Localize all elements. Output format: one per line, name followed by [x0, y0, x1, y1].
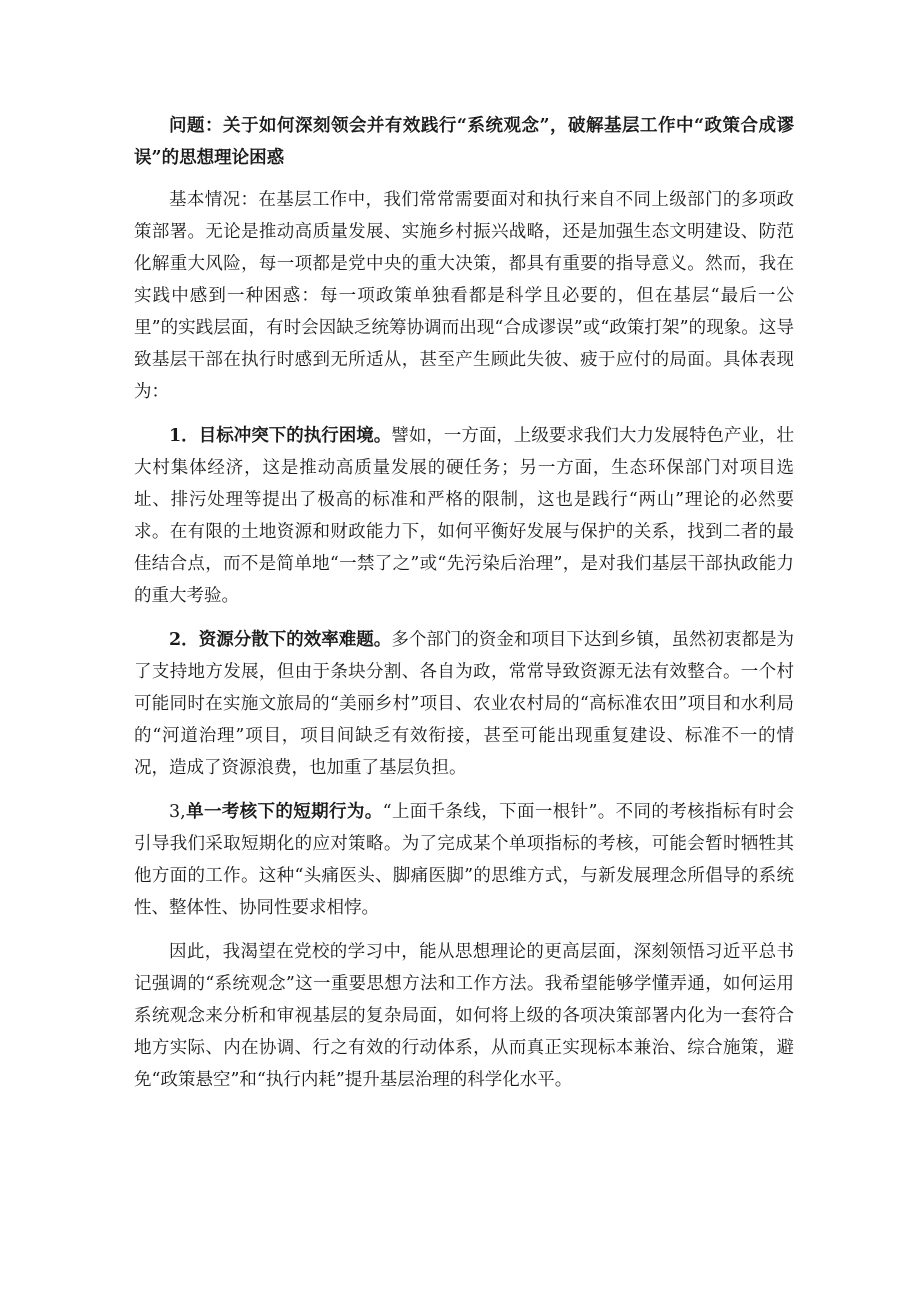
document-body	[134, 110, 794, 1108]
item-2-number: 2．	[169, 630, 199, 650]
document-title: 问题：关于如何深刻领会并有效践行“系统观念”，破解基层工作中“政策合成谬误”的思想理论困惑	[134, 116, 794, 168]
item-3-number: 3,	[169, 802, 186, 822]
item-2-paragraph	[134, 624, 794, 784]
item-3-paragraph	[134, 796, 794, 924]
item-2-body: 多个部门的资金和项目下达到乡镇，虽然初衷都是为了支持地方发展，但由于条块分割、各自为政，常常导致资源无法有效整合。一个村可能同时在实施文旅局的“美丽乡村”项目、农业农村局的“高标准农田”项目和水利局的“河道治理”项目，项目间缺乏有效衔接，甚至可能出现重复建设、标准不一的情况，造成了资源浪费，也加重了基层负担。	[134, 630, 795, 778]
item-1-number: 1．	[169, 426, 199, 446]
item-1-body: 譬如，一方面，上级要求我们大力发展特色产业，壮大村集体经济，这是推动高质量发展的硬任务；另一方面，生态环保部门对项目选址、排污处理等提出了极高的标准和严格的限制，这也是践行“两山”理论的必然要求。在有限的土地资源和财政能力下，如何平衡好发展与保护的关系，找到二者的最佳结合点，而不是简单地“一禁了之”或“先污染后治理”，是对我们基层干部执政能力的重大考验。	[134, 426, 795, 606]
conclusion-paragraph: 因此，我渴望在党校的学习中，能从思想理论的更高层面，深刻领悟习近平总书记强调的“系统观念”这一重要思想方法和工作方法。我希望能够学懂弄通，如何运用系统观念来分析和审视基层的复杂局面，如何将上级的各项决策部署内化为一套符合地方实际、内在协调、行之有效的行动体系，从而真正实现标本兼治、综合施策，避免“政策悬空”和“执行内耗”提升基层治理的科学化水平。	[134, 942, 794, 1090]
item-1-heading: 目标冲突下的执行困境。	[198, 426, 392, 446]
intro-paragraph: 基本情况：在基层工作中，我们常常需要面对和执行来自不同上级部门的多项政策部署。无论是推动高质量发展、实施乡村振兴战略，还是加强生态文明建设、防范化解重大风险，每一项都是党中央的重大决策，都具有重要的指导意义。然而，我在实践中感到一种困惑：每一项政策单独看都是科学且必要的，但在基层“最后一公里”的实践层面，有时会因缺乏统筹协调而出现“合成谬误”或“政策打架”的现象。这导致基层干部在执行时感到无所适从，甚至产生顾此失彼、疲于应付的局面。具体表现为：	[134, 190, 794, 402]
item-3-heading: 单一考核下的短期行为。	[185, 802, 383, 822]
item-3-body: “上面千条线，下面一根针”。不同的考核指标有时会引导我们采取短期化的应对策略。为了完成某个单项指标的考核，可能会暂时牺牲其他方面的工作。这种“头痛医头、脚痛医脚”的思维方式，与新发展理念所倡导的系统性、整体性、协同性要求相悖。	[134, 802, 794, 918]
item-2-heading: 资源分散下的效率难题。	[198, 630, 392, 650]
item-1-paragraph	[134, 420, 794, 612]
